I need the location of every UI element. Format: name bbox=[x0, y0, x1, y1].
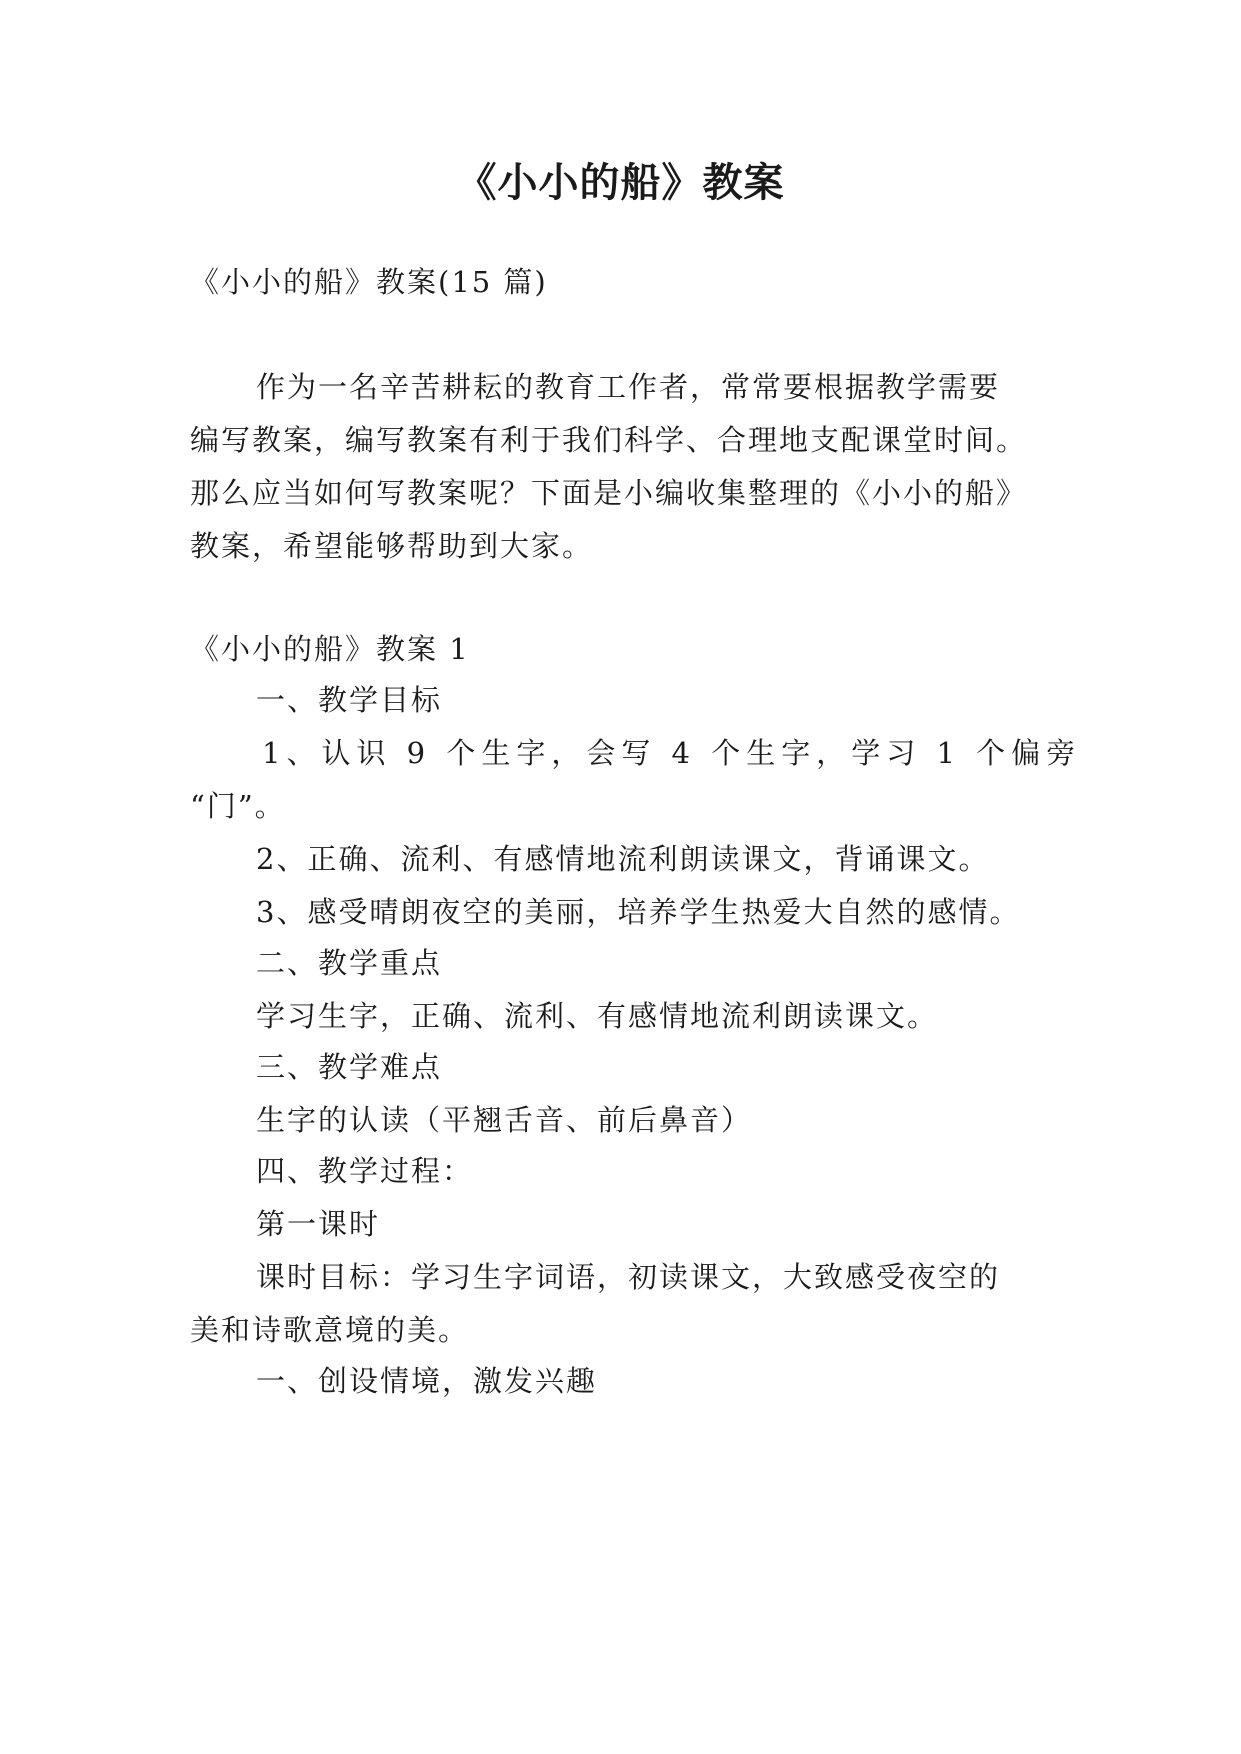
document-title: 《小小的船》教案 bbox=[456, 159, 785, 206]
step-1-heading: 一、创设情境，激发兴趣 bbox=[256, 1364, 598, 1398]
first-lesson-label: 第一课时 bbox=[256, 1207, 381, 1241]
intro-line-2: 编写教案，编写教案有利于我们科学、合理地支配课堂时间。 bbox=[190, 423, 1028, 457]
goal-item-2: 2、正确、流利、有感情地流利朗读课文，背诵课文。 bbox=[256, 842, 990, 876]
heading-key-points: 二、教学重点 bbox=[256, 946, 443, 980]
lesson-goal-continued: 美和诗歌意境的美。 bbox=[190, 1313, 470, 1347]
heading-teaching-goals: 一、教学目标 bbox=[256, 683, 443, 717]
difficulties-text: 生字的认读（平翘舌音、前后鼻音） bbox=[256, 1103, 753, 1137]
lesson-goal-text: 课时目标：学习生字词语，初读课文，大致感受夜空的 bbox=[256, 1260, 1001, 1294]
heading-process: 四、教学过程： bbox=[256, 1154, 474, 1188]
intro-line-1: 作为一名辛苦耕耘的教育工作者，常常要根据教学需要 bbox=[256, 370, 1001, 404]
section-title: 《小小的船》教案 1 bbox=[190, 632, 470, 666]
document-subtitle: 《小小的船》教案(15 篇) bbox=[190, 265, 548, 299]
intro-line-4: 教案，希望能够帮助到大家。 bbox=[190, 529, 594, 563]
goal-item-3: 3、感受晴朗夜空的美丽，培养学生热爱大自然的感情。 bbox=[256, 895, 1021, 929]
goal-item-1: 1、认识 9 个生字，会写 4 个生字，学习 1 个偏旁 bbox=[262, 736, 1082, 770]
intro-line-3: 那么应当如何写教案呢？下面是小编收集整理的《小小的船》 bbox=[190, 476, 1028, 510]
key-points-text: 学习生字，正确、流利、有感情地流利朗读课文。 bbox=[256, 999, 939, 1033]
goal-item-1-continued: “门”。 bbox=[190, 789, 286, 823]
heading-difficulties: 三、教学难点 bbox=[256, 1050, 443, 1084]
